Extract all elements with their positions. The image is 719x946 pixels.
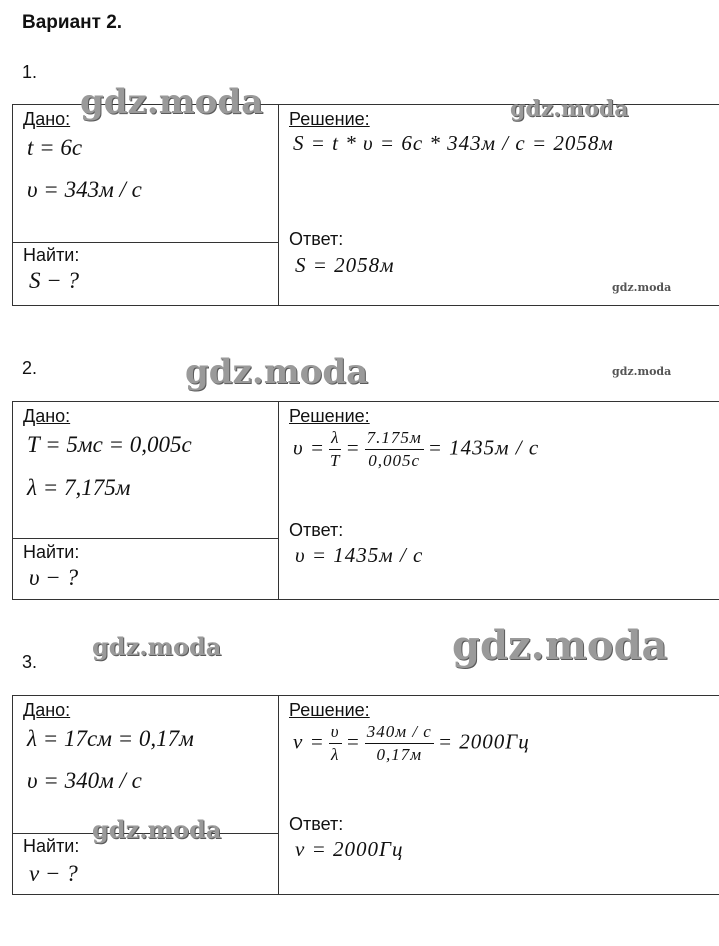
solution-lhs: ν =: [293, 729, 325, 754]
problem-number-2: 2.: [22, 358, 38, 378]
fraction-2-numerator: 340м / с: [365, 722, 434, 744]
fraction-1-denominator: λ: [330, 745, 340, 764]
answer-value: υ = 1435м / с: [295, 543, 424, 567]
solution-label: Решение:: [289, 109, 370, 129]
given-line-1: t = 6c: [27, 135, 83, 160]
watermark-logo: gdz.moda: [80, 82, 264, 122]
given-line-1: T = 5мс = 0,005c: [27, 432, 192, 457]
solution-label: Решение:: [289, 406, 370, 426]
watermark-logo: gdz.moda: [185, 352, 369, 392]
problem-1-table: [12, 104, 719, 306]
watermark-logo: gdz.moda: [510, 96, 629, 122]
problem-number-3: 3.: [22, 652, 38, 672]
watermark-logo: gdz.moda: [92, 815, 222, 844]
fraction-2-denominator: 0,17м: [376, 745, 423, 764]
fraction-1: [329, 722, 342, 765]
solution-rhs: = 1435м / с: [427, 435, 540, 460]
solution-label: Решение:: [289, 700, 370, 720]
watermark-logo: gdz.moda: [612, 365, 672, 378]
watermark-logo: gdz.moda: [92, 632, 222, 661]
problem-2-table: [12, 401, 719, 600]
given-line-2: υ = 343м / с: [27, 177, 142, 202]
solution-formula: S = t * υ = 6c * 343м / с = 2058м: [293, 131, 614, 155]
problem-number-1: 1.: [22, 62, 38, 82]
answer-label: Ответ:: [289, 814, 344, 834]
answer-label: Ответ:: [289, 520, 344, 540]
watermark-logo: gdz.moda: [612, 281, 672, 294]
fraction-2: [365, 722, 434, 765]
find-value: ν − ?: [29, 861, 78, 886]
find-divider: [13, 242, 279, 243]
watermark-logo: gdz.moda: [452, 622, 668, 669]
find-value: S − ?: [29, 268, 80, 293]
answer-label: Ответ:: [289, 229, 344, 249]
find-divider: [13, 538, 279, 539]
find-value: υ − ?: [29, 565, 79, 590]
solution-rhs: = 2000Гц: [437, 729, 530, 754]
fraction-1-numerator: λ: [329, 428, 341, 450]
problem-3-table: [12, 695, 719, 895]
page-title: Вариант 2.: [22, 12, 123, 33]
fraction-2: [365, 428, 424, 471]
given-line-1: λ = 17см = 0,17м: [27, 726, 194, 751]
fraction-1-numerator: υ: [329, 722, 342, 744]
fraction-1: [329, 428, 341, 471]
find-label: Найти:: [23, 836, 80, 856]
fraction-2-numerator: 7.175м: [365, 428, 424, 450]
solution-lhs: υ =: [293, 435, 326, 460]
fraction-1-denominator: T: [330, 451, 341, 470]
find-label: Найти:: [23, 542, 80, 562]
given-label: Дано:: [23, 700, 71, 720]
given-label: Дано:: [23, 109, 71, 129]
fraction-2-denominator: 0,005c: [368, 451, 421, 470]
given-line-2: υ = 340м / с: [27, 768, 142, 793]
solution-formula: υ = $\frac{\lambda}{T}$ = $\frac{7.175м}{0,005c}$ = 1435м / с: [293, 428, 540, 470]
answer-value: ν = 2000Гц: [295, 837, 404, 861]
solution-formula: ν = $\frac{\upsilon}{\lambda}$ = $\frac{340м / с}{0,17м}$ = 2000Гц: [293, 722, 530, 764]
given-line-2: λ = 7,175м: [27, 475, 131, 500]
find-label: Найти:: [23, 245, 80, 265]
given-label: Дано:: [23, 406, 71, 426]
answer-value: S = 2058м: [295, 253, 395, 277]
